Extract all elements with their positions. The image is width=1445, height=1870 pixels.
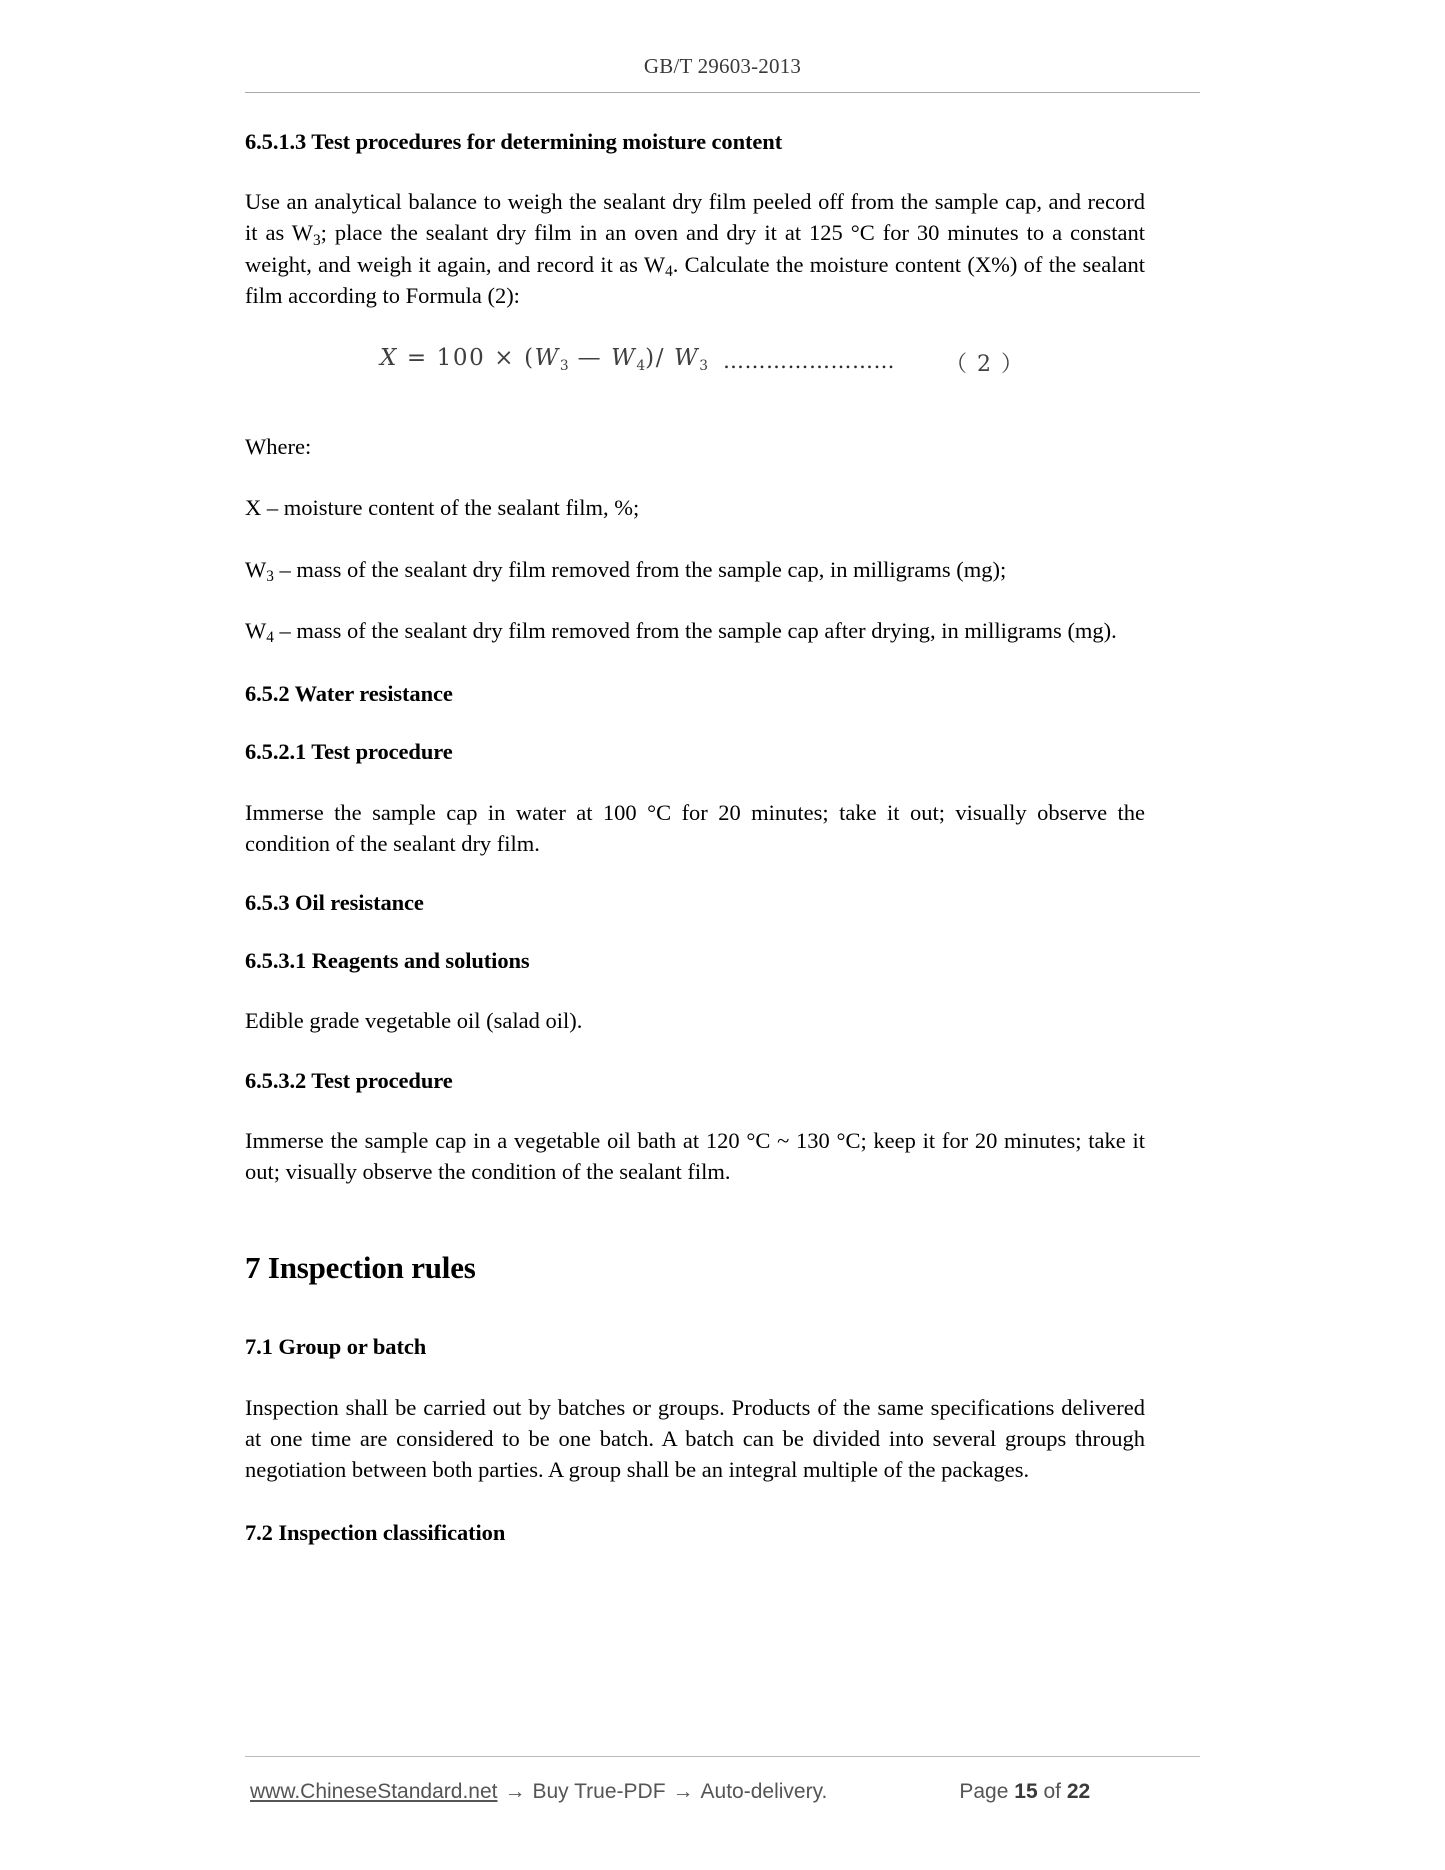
heading-6-5-3: 6.5.3 Oil resistance xyxy=(245,890,424,916)
formula-number: （ 2 ） xyxy=(945,352,1025,378)
paragraph-6-5-1-3: Use an analytical balance to weigh the sealant dry film peeled off from the sample cap, and record it as $W_3$; place the sealant dry film in an oven and dry it at 125 °C for 30 minutes to a constant weight, and weigh it again, and record it as $W_4$. Calculate the moisture content (X%) of the sealant film according to Formula (2): xyxy=(245,189,1146,308)
spacer xyxy=(245,1187,1145,1249)
paragraph-6-5-2-1: Immerse the sample cap in water at 100 °C for 20 minutes; take it out; visually observe the condition of the sealant dry film. xyxy=(245,799,1145,856)
page-footer xyxy=(245,1772,1200,1812)
page-indicator xyxy=(959,1780,1090,1804)
formula-2-row xyxy=(245,345,1145,397)
paragraph-7-1: Inspection shall be carried out by batches or groups. Products of the same specifications delivered at one time are considered to be one batch. A batch can be divided into several groups through negotiation between both parties. A group shall be an integral multiple of the packages. xyxy=(245,1394,1145,1483)
spacer xyxy=(245,1037,1145,1067)
spacer xyxy=(245,1095,1145,1125)
spacer xyxy=(245,311,1145,345)
spacer xyxy=(245,1286,1145,1333)
spacer xyxy=(245,859,1145,889)
definition-w4: $W_4$ – mass of the sealant dry film removed from the sample cap after drying, in milligrams (mg). xyxy=(245,617,1117,647)
header-divider xyxy=(245,92,1200,93)
spacer xyxy=(245,646,1145,680)
footer-promo xyxy=(250,1780,827,1804)
page-label: Page xyxy=(959,1780,1009,1803)
spacer xyxy=(245,524,1145,554)
formula-expression: $X = 100 \times (W_3$ — $W_4)/$ $W_3$ xyxy=(380,345,709,374)
spacer xyxy=(245,462,1145,492)
definition-w3: $W_3$ – mass of the sealant dry film removed from the sample cap, in milligrams (mg); xyxy=(245,556,1007,585)
heading-6-5-1-3: 6.5.1.3 Test procedures for determining moisture content xyxy=(245,129,783,154)
heading-6-5-2-1: 6.5.2.1 Test procedure xyxy=(245,739,453,765)
heading-7-1: 7.1 Group or batch xyxy=(245,1334,427,1360)
spacer xyxy=(245,1485,1145,1519)
formula-leader-dots: …………………… xyxy=(723,349,895,374)
where-label: Where: xyxy=(245,434,312,460)
spacer xyxy=(245,708,1145,738)
footer-buy-text: Buy True-PDF xyxy=(532,1780,666,1803)
spacer xyxy=(245,585,1145,615)
spacer xyxy=(245,156,1145,186)
page-number: 15 xyxy=(1014,1780,1038,1803)
footer-website-link[interactable]: www.ChineseStandard.net xyxy=(250,1780,498,1803)
arrow-right-icon-2: → xyxy=(672,1780,694,1803)
heading-6-5-2: 6.5.2 Water resistance xyxy=(245,681,453,707)
paragraph-6-5-3-2: Immerse the sample cap in a vegetable oil bath at 120 °C ~ 130 °C; keep it for 20 minutes; take it out; visually observe the condition of the sealant film. xyxy=(245,1127,1145,1184)
standard-code: GB/T 29603-2013 xyxy=(643,54,802,78)
heading-6-5-3-1: 6.5.3.1 Reagents and solutions xyxy=(245,948,530,974)
document-body xyxy=(245,128,1145,1547)
spacer xyxy=(245,767,1145,797)
spacer xyxy=(245,975,1145,1005)
spacer xyxy=(245,397,1145,431)
spacer xyxy=(245,1362,1145,1392)
footer-delivery-text: Auto-delivery. xyxy=(700,1780,828,1803)
of-label: of xyxy=(1043,1780,1061,1803)
definition-x: X – moisture content of the sealant film, %; xyxy=(245,495,640,521)
heading-7-2: 7.2 Inspection classification xyxy=(245,1520,506,1546)
heading-6-5-3-2: 6.5.3.2 Test procedure xyxy=(245,1067,453,1093)
footer-divider xyxy=(245,1756,1200,1757)
arrow-right-icon: → xyxy=(504,1780,526,1803)
paragraph-6-5-3-1: Edible grade vegetable oil (salad oil). xyxy=(245,1008,583,1034)
spacer xyxy=(245,917,1145,947)
page-total: 22 xyxy=(1066,1780,1091,1803)
heading-7: 7 Inspection rules xyxy=(245,1250,476,1286)
page-header xyxy=(245,54,1200,79)
